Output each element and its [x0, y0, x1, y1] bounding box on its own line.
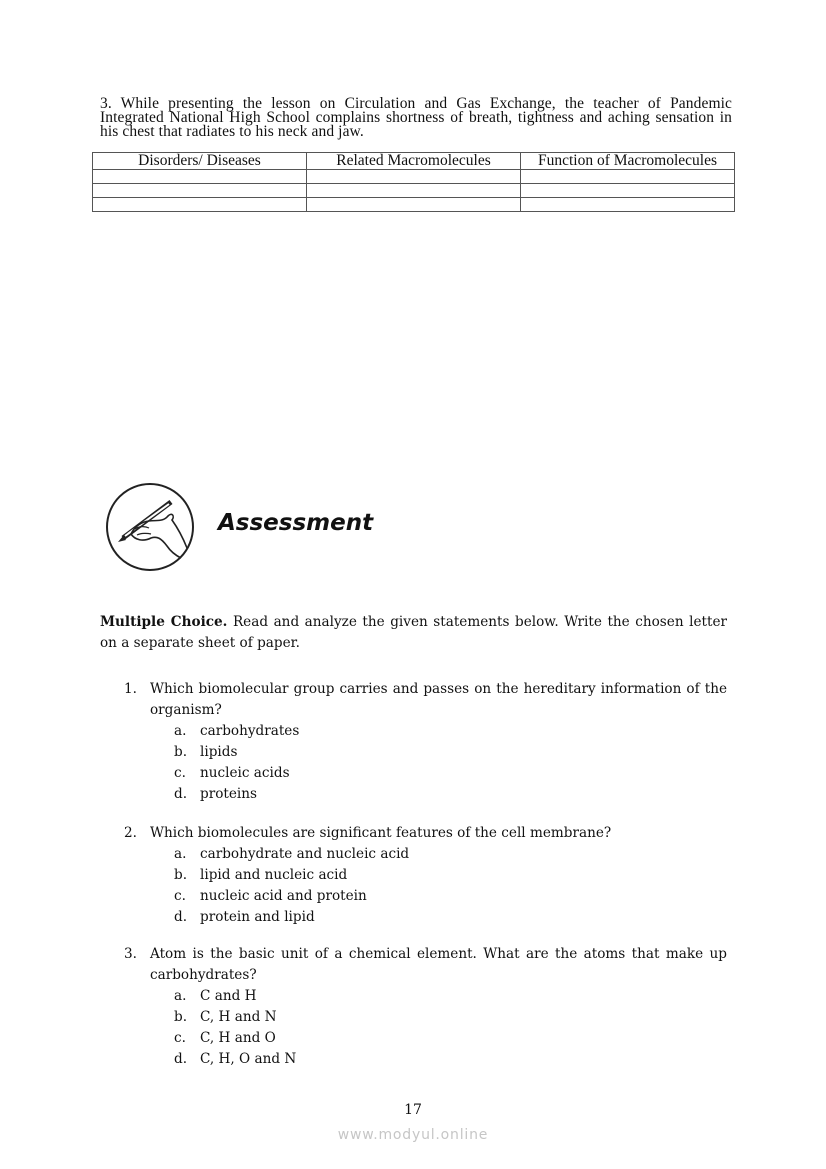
question-2: [124, 823, 727, 928]
option-text: carbohydrate and nucleic acid: [200, 846, 410, 862]
activity-table: [92, 152, 735, 212]
table-cell[interactable]: [93, 170, 307, 184]
question-text: Which biomolecular group carries and passes on the hereditary information of the organism?: [150, 681, 727, 718]
answer-option[interactable]: [124, 784, 727, 805]
option-text: nucleic acid and protein: [200, 888, 367, 904]
table-cell[interactable]: [307, 170, 521, 184]
option-letter: d.: [174, 786, 188, 802]
option-text: C, H, O and N: [200, 1051, 297, 1067]
table-cell[interactable]: [521, 184, 735, 198]
option-text: lipid and nucleic acid: [200, 867, 348, 883]
answer-option[interactable]: [124, 844, 727, 865]
table-row: [93, 170, 735, 184]
answer-option[interactable]: [124, 865, 727, 886]
question-number: 2.: [124, 825, 137, 841]
table-header-cell: Function of Macromolecules: [521, 153, 735, 170]
option-letter: c.: [174, 1030, 186, 1046]
option-letter: b.: [174, 744, 188, 760]
hand-writing-pencil-icon: [105, 482, 195, 572]
answer-option[interactable]: [124, 1049, 727, 1070]
question-text: Atom is the basic unit of a chemical element. What are the atoms that make up carbohydrates?: [150, 946, 727, 983]
question-1: [124, 679, 727, 805]
option-text: lipids: [200, 744, 238, 760]
answer-option[interactable]: [124, 721, 727, 742]
page-number: 17: [404, 1102, 422, 1118]
option-letter: d.: [174, 1051, 188, 1067]
option-letter: a.: [174, 988, 187, 1004]
instructions-label: Multiple Choice.: [100, 614, 228, 630]
question-3: [124, 944, 727, 1070]
scenario-paragraph: 3. While presenting the lesson on Circulation and Gas Exchange, the teacher of Pandemic Integrated National High School complains shortness of breath, tightness and aching sensation in his chest that radiates to his neck and jaw.: [100, 95, 732, 140]
table-cell[interactable]: [521, 198, 735, 212]
option-text: C and H: [200, 988, 257, 1004]
table-cell[interactable]: [93, 184, 307, 198]
option-letter: c.: [174, 765, 186, 781]
table-cell[interactable]: [307, 184, 521, 198]
answer-option[interactable]: [124, 763, 727, 784]
answer-option[interactable]: [124, 1028, 727, 1049]
option-text: C, H and O: [200, 1030, 276, 1046]
table-cell[interactable]: [93, 198, 307, 212]
option-text: C, H and N: [200, 1009, 277, 1025]
table-row: [93, 198, 735, 212]
option-text: proteins: [200, 786, 257, 802]
table-cell[interactable]: [307, 198, 521, 212]
table-header-row: [93, 153, 735, 170]
instructions-text: Read and analyze the given statements below. Write the chosen letter on a separate sheet of paper.: [100, 614, 727, 651]
table-row: [93, 184, 735, 198]
table-header-cell: Disorders/ Diseases: [93, 153, 307, 170]
option-letter: c.: [174, 888, 186, 904]
question-number: 1.: [124, 681, 137, 697]
question-number: 3.: [124, 946, 137, 962]
answer-option[interactable]: [124, 886, 727, 907]
option-text: carbohydrates: [200, 723, 300, 739]
assessment-heading: Assessment: [218, 510, 374, 536]
option-text: protein and lipid: [200, 909, 315, 925]
option-text: nucleic acids: [200, 765, 290, 781]
option-letter: a.: [174, 846, 187, 862]
question-text: Which biomolecules are significant features of the cell membrane?: [150, 825, 612, 841]
option-letter: b.: [174, 867, 188, 883]
watermark: www.modyul.online: [337, 1127, 489, 1143]
answer-option[interactable]: [124, 986, 727, 1007]
answer-option[interactable]: [124, 907, 727, 928]
table-header-cell: Related Macromolecules: [307, 153, 521, 170]
option-letter: d.: [174, 909, 188, 925]
option-letter: a.: [174, 723, 187, 739]
instructions-paragraph: [100, 612, 727, 654]
answer-option[interactable]: [124, 1007, 727, 1028]
answer-option[interactable]: [124, 742, 727, 763]
option-letter: b.: [174, 1009, 188, 1025]
table-cell[interactable]: [521, 170, 735, 184]
